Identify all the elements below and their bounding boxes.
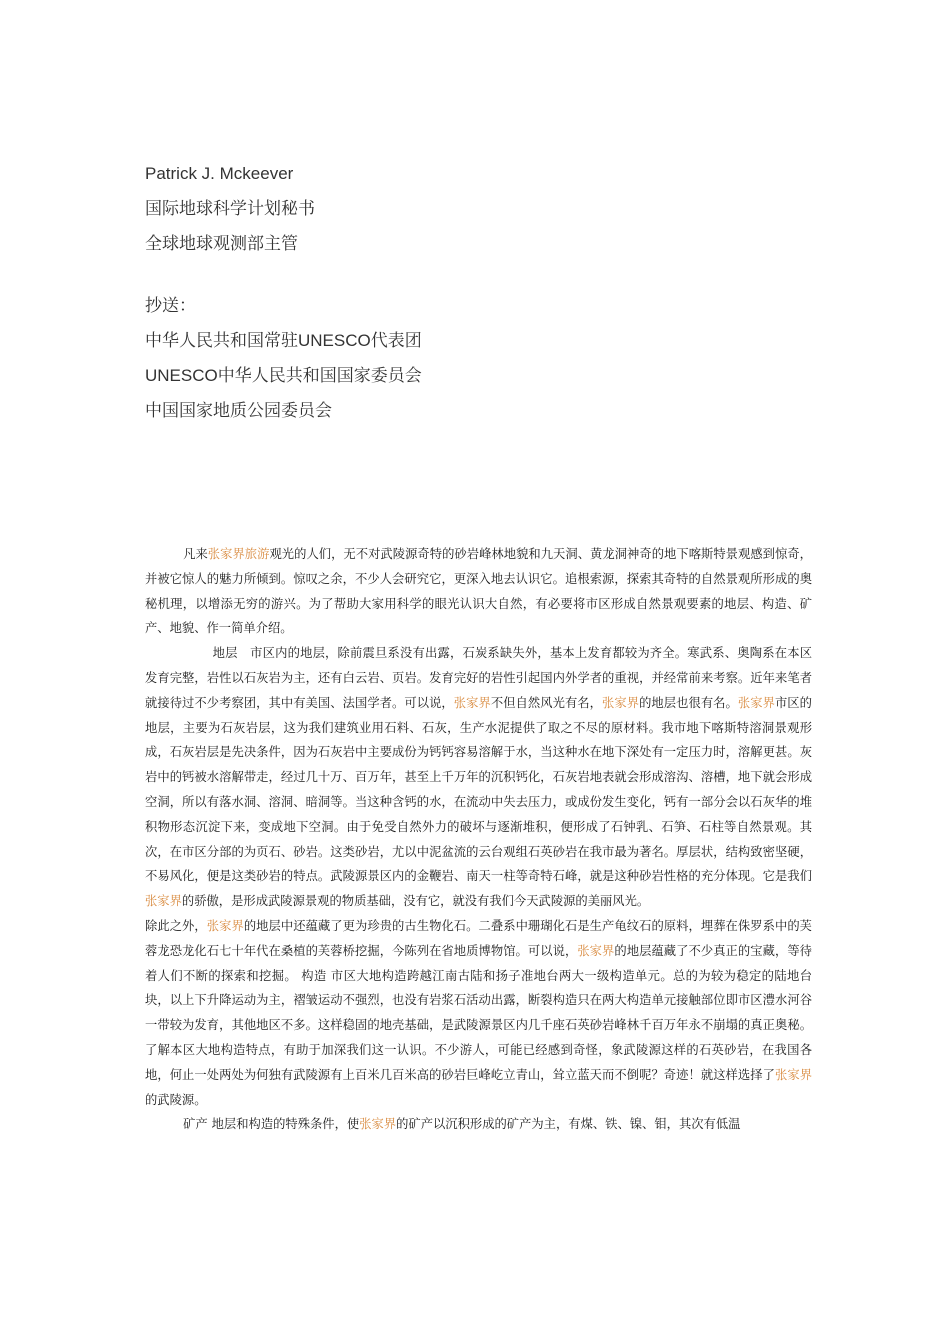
signature-block bbox=[145, 156, 845, 428]
signatory-name: Patrick J. Mckeever bbox=[145, 164, 294, 183]
cc-recipient: 中国国家地质公园委员会 bbox=[145, 401, 332, 420]
zjj-link[interactable]: 张家界 bbox=[577, 943, 615, 958]
zjj-link[interactable]: 张家界 bbox=[774, 1067, 812, 1082]
text-run: 的骄傲，是形成武陵源景观的物质基础，没有它，就没有我们今天武陵源的美丽风光。 bbox=[181, 894, 650, 909]
text-run: 市区的地层，主要为石灰岩层，这为我们建筑业用石料、石灰，生产水泥提供了取之不尽的原材料。我市地下喀斯特溶洞景观形成，石灰岩层是先决条件，因为石灰岩中主要成份为钙钙容易溶解于水，当这种水在地下深处有一定压力时，溶解更甚。灰岩中的钙被水溶解带走，经过几十万、百万年，甚至上千万年的沉积钙化，石灰岩地表就会形成溶沟、溶槽，地下就会形成空洞，所以有落水洞、溶洞、暗洞等。当这种含钙的水，在流动中失去压力，或成份发生变化，钙有一部分会以石灰华的堆积物形态沉淀下来，变成地下空洞。由于免受自然外力的破坏与逐渐堆积，便形成了石钟乳、石笋、石柱等自然景观。其次，在市区分部的为页石、砂岩。这类砂岩，尤以中泥盆流的云台观组石英砂岩在我市最为著名。厚层状，结构致密坚硬，不易风化，便是这类砂岩的特点。武陵源景区内的金鞭岩、南天一柱等奇特石峰，就是这种砂岩性格的充分体现。它是我们 bbox=[145, 695, 812, 884]
zjj-link[interactable]: 张家界 bbox=[602, 695, 640, 710]
zjj-link[interactable]: 张家界 bbox=[206, 918, 244, 933]
cc-label: 抄送： bbox=[145, 296, 196, 315]
text-run: 矿产 地层和构造的特殊条件，使 bbox=[183, 1117, 360, 1132]
zjj-link[interactable]: 张家界 bbox=[359, 1117, 397, 1132]
zjj-tourism-link[interactable]: 张家界旅游 bbox=[207, 547, 270, 561]
text-run: 的地层也很有名。 bbox=[639, 695, 738, 710]
zjj-link[interactable]: 张家界 bbox=[737, 695, 775, 710]
zjj-link[interactable]: 张家界 bbox=[453, 695, 491, 710]
text-run: 的地层蕴藏了不少真正的宝藏，等待着人们不断的探索和挖掘。 构造 市区大地构造跨越江南古陆和扬子准地台两大一级构造单元。总的为较为稳定的陆地台块，以上下升降运动为主，褶皱运动不强烈，也没有岩浆石活动出露，断裂构造只在两大构造单元接触部位即市区澧水河谷一带较为发育，其他地区不多。这样稳固的地壳基础，是武陵源景区内几千座石英砂岩峰林千百万年永不崩塌的真正奥秘。了解本区大地构造特点，有助于加深我们这一认识。不少游人，可能已经感到奇怪，象武陵源这样的石英砂岩，在我国各地，何止一处两处为何独有武陵源有上百米几百米高的砂岩巨峰屹立青山，耸立蓝天而不倒呢？奇迹！就这样选择了 bbox=[145, 943, 812, 1082]
text-run: 地层 市区内的地层，除前震旦系没有出露，石炭系缺失外，基本上发育都较为齐全。寒武系、奥陶系在本区发育完整，岩性以石灰岩为主，还有白云岩、页岩。发育完好的岩性引起国内外学者的重视，并经常前来考察。近年来笔者就接待过不少考察团，其中有美国、法国学者。可以说， bbox=[145, 646, 812, 710]
paragraph-intro bbox=[145, 542, 812, 641]
cc-recipient: UNESCO中华人民共和国国家委员会 bbox=[145, 366, 422, 385]
zjj-link[interactable]: 张家界 bbox=[145, 894, 182, 909]
article-body bbox=[145, 542, 812, 1137]
text-run: 除此之外， bbox=[145, 918, 207, 933]
text-run: 观光的人们，无不对武陵源奇特的砂岩峰林地貌和九天洞、黄龙洞神奇的地下喀斯特景观感到惊奇，并被它惊人的魅力所倾到。惊叹之余，不少人会研究它，更深入地去认识它。追根索源，探索其奇特的自然景观所形成的奥秘机理，以增添无穷的游兴。为了帮助大家用科学的眼光认识大自然，有必要将市区形成自然景观要素的地层、构造、矿产、地貌、作一简单介绍。 bbox=[145, 547, 812, 636]
text-run: 的地层中还蕴藏了更为珍贵的古生物化石。二叠系中珊瑚化石是生产龟纹石的原料，埋葬在侏罗系中的芙蓉龙恐龙化石七十年代在桑植的芙蓉桥挖掘，今陈列在省地质博物馆。可以说， bbox=[145, 918, 812, 958]
paragraph-fossils-structure bbox=[145, 914, 812, 1112]
signatory-title-2: 全球地球观测部主管 bbox=[145, 234, 298, 253]
text-run: 的武陵源。 bbox=[145, 1092, 207, 1107]
cc-recipient: 中华人民共和国常驻UNESCO代表团 bbox=[145, 331, 422, 350]
text-run: 凡来 bbox=[183, 547, 208, 561]
paragraph-minerals bbox=[145, 1112, 812, 1137]
text-run: 的矿产以沉积形成的矿产为主，有煤、铁、镍、钼，其次有低温 bbox=[396, 1117, 741, 1132]
text-run: 不但自然风光有名， bbox=[490, 695, 603, 710]
signatory-title-1: 国际地球科学计划秘书 bbox=[145, 199, 315, 218]
paragraph-strata bbox=[145, 641, 812, 914]
